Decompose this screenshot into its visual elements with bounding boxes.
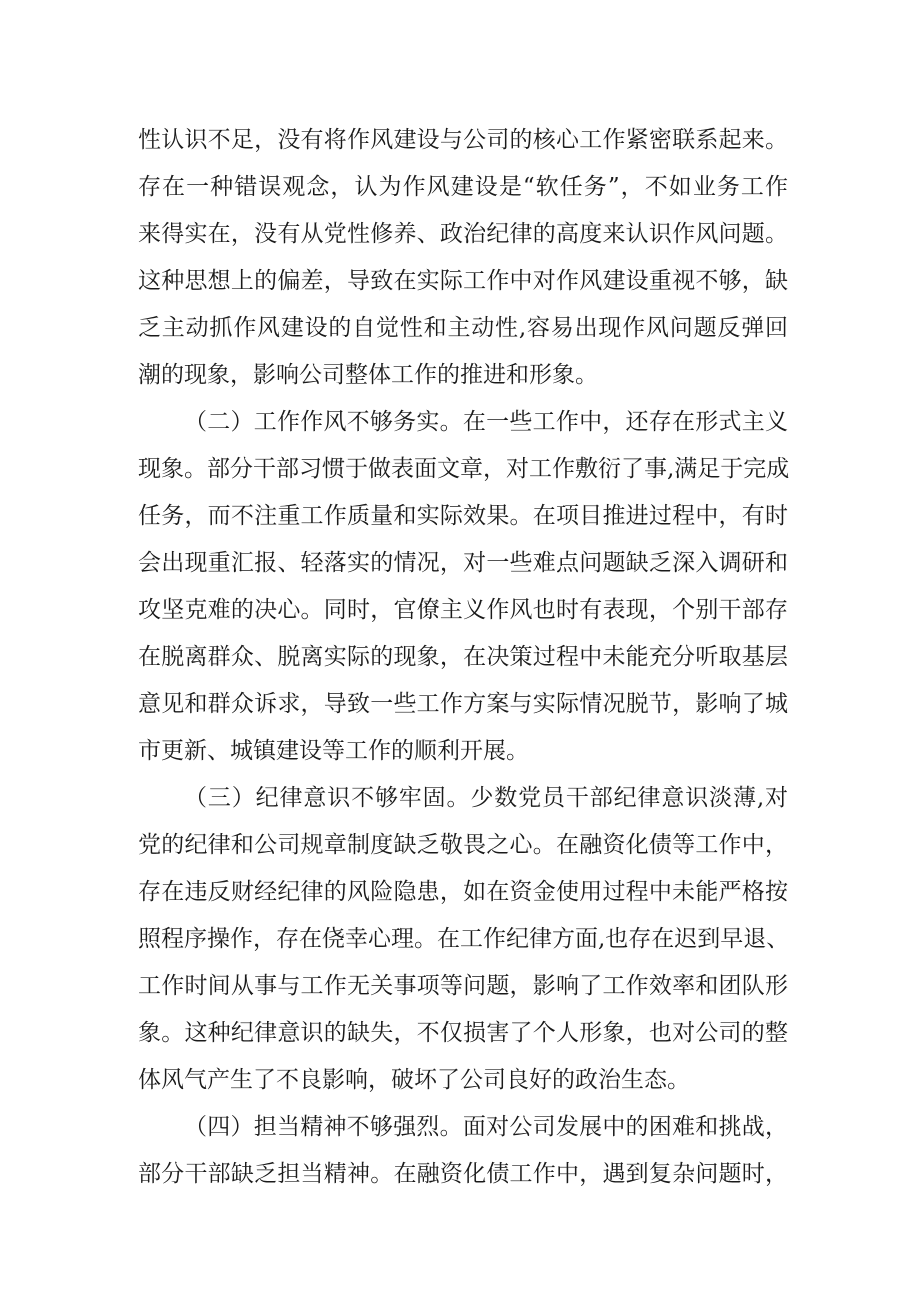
text-line: 会出现重汇报、轻落实的情况，对一些难点问题缺乏深入调研和 [138,550,788,576]
text-line: 来得实在，没有从党性修养、政治纪律的高度来认识作风问题。 [138,221,788,247]
text-line: 在脱离群众、脱离实际的现象，在决策过程中未能充分听取基层 [138,644,788,670]
text-line: 存在一种错误观念，认为作风建设是“软任务”，不如业务工作 [138,174,788,200]
text-line: 工作时间从事与工作无关事项等问题，影响了工作效率和团队形 [138,973,788,999]
text-line: 攻坚克难的决心。同时，官僚主义作风也时有表现，个别干部存 [138,597,788,623]
text-line: 党的纪律和公司规章制度缺乏敬畏之心。在融资化债等工作中， [138,832,788,858]
text-line: 意见和群众诉求，导致一些工作方案与实际情况脱节，影响了城 [138,691,788,717]
text-line: 存在违反财经纪律的风险隐患，如在资金使用过程中未能严格按 [138,879,788,905]
text-line: 部分干部缺乏担当精神。在融资化债工作中，遇到复杂问题时， [138,1161,788,1187]
text-line: 象。这种纪律意识的缺失，不仅损害了个人形象，也对公司的整 [138,1020,788,1046]
text-line: 任务，而不注重工作质量和实际效果。在项目推进过程中，有时 [138,503,788,529]
section-heading-line: （四）担当精神不够强烈。面对公司发展中的困难和挑战， [184,1114,788,1140]
text-line: 体风气产生了不良影响，破坏了公司良好的政治生态。 [138,1067,690,1093]
text-line: 潮的现象，影响公司整体工作的推进和形象。 [138,362,598,388]
text-line: 乏主动抓作风建设的自觉性和主动性,容易出现作风问题反弹回 [138,315,788,341]
text-line: 这种思想上的偏差，导致在实际工作中对作风建设重视不够，缺 [138,268,788,294]
text-line: 现象。部分干部习惯于做表面文章，对工作敷衍了事,满足于完成 [138,456,790,482]
text-line: 照程序操作，存在侥幸心理。在工作纪律方面,也存在迟到早退、 [138,926,790,952]
body-text [138,117,788,1198]
section-heading-line: （三）纪律意识不够牢固。少数党员干部纪律意识淡薄,对 [184,785,788,811]
text-line: 性认识不足，没有将作风建设与公司的核心工作紧密联系起来。 [138,127,788,153]
text-line: 市更新、城镇建设等工作的顺利开展。 [138,738,529,764]
section-heading-line: （二）工作作风不够务实。在一些工作中，还存在形式主义 [184,409,788,435]
